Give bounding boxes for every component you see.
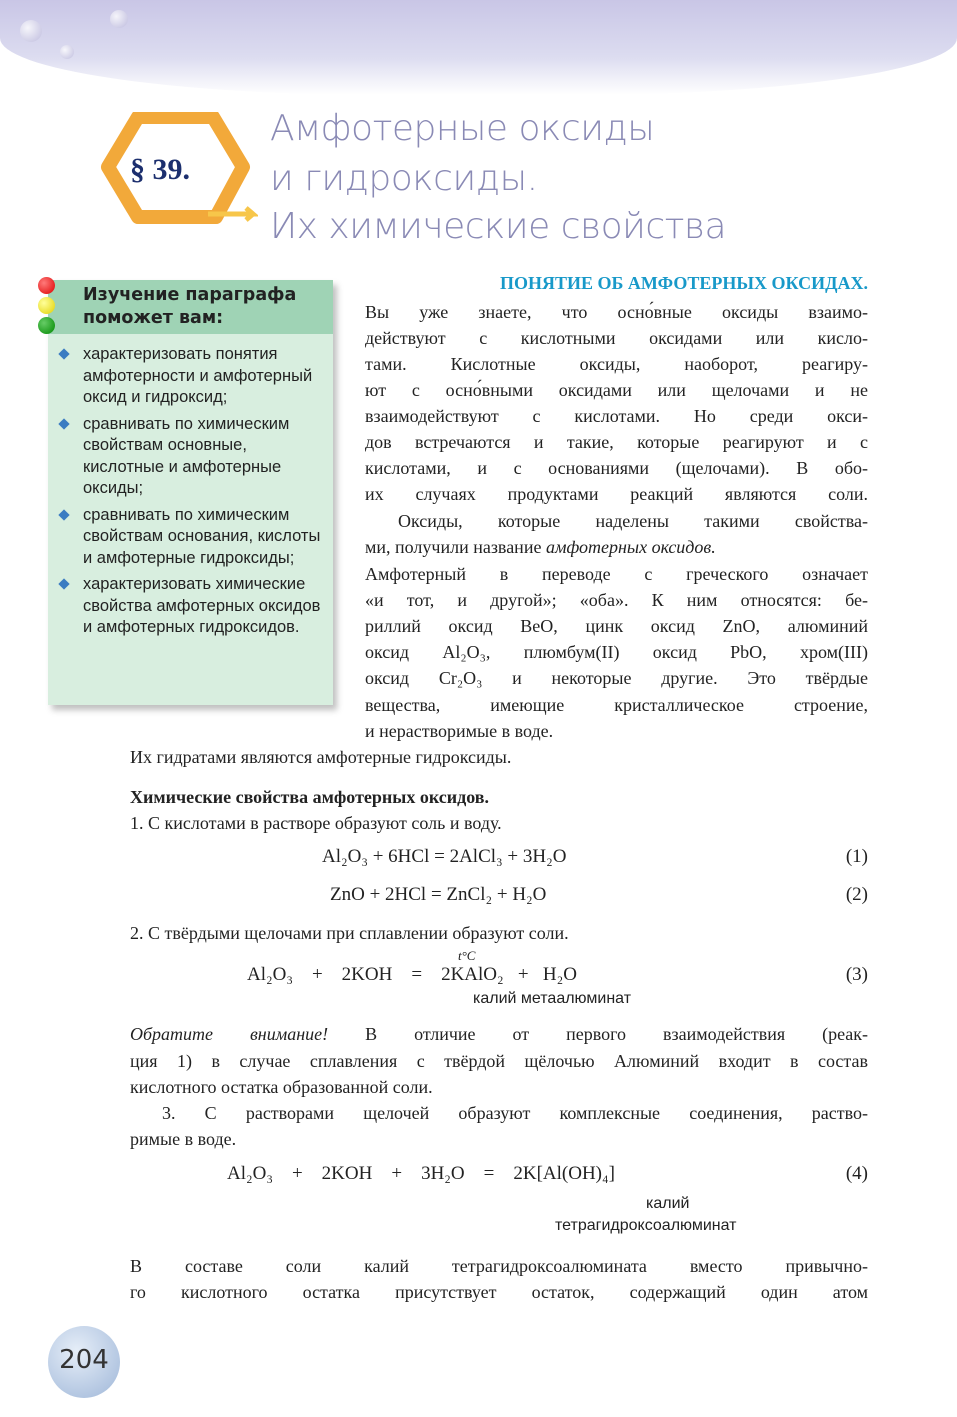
text-line: кислотного остатка образованной соли. — [130, 1077, 433, 1097]
equation-caption: калий — [646, 1195, 690, 1212]
goal-item: характеризовать химические свойства амфотерных оксидов и амфотерных гидроксидов. — [48, 574, 321, 639]
goal-item: сравнивать по химическим свойствам основания, кислоты и амфотерные гидроксиды; — [48, 505, 321, 570]
text-line: римые в воде. — [130, 1129, 237, 1149]
text-line — [365, 534, 716, 560]
section-title-line: Их химические свойства — [270, 206, 727, 247]
learning-goals-box — [48, 280, 333, 705]
yellow-dot-icon — [38, 297, 55, 314]
text-line: оксид Al₂O₃, плюмбум(II) оксид PbO, хром(III) — [365, 642, 868, 662]
text-line: Амфотерный в переводе с греческого означает — [365, 564, 868, 584]
equation-3: Al₂O₃ + 2KOH = 2KAlO₂ + H₂O — [247, 964, 577, 985]
page-number: 204 — [48, 1326, 120, 1398]
text-line: взаимодействуют с кислотами. Но среди окси- — [365, 406, 868, 426]
text-line: дов встречаются и такие, которые реагируют и с — [365, 432, 868, 452]
text-line: Вы уже знаете, что осно́вные оксиды взаимо- — [365, 302, 868, 322]
text-line: действуют с кислотными оксидами или кисло- — [365, 328, 868, 348]
text-line: тами. Кислотные оксиды, наоборот, реагиру- — [365, 354, 868, 374]
equation-number: (1) — [845, 846, 868, 867]
equation-number: (4) — [845, 1163, 868, 1184]
text-span: В отличие от первого взаимодействия (реак- — [365, 1024, 869, 1044]
text-line: кислотами, и с основаниями (щелочами). В обо- — [365, 458, 868, 478]
bubble-decoration — [20, 20, 42, 42]
equation-4: Al₂O₃ + 2KOH + 3H₂O = 2K[Al(OH)₄] — [227, 1163, 615, 1184]
bubble-decoration — [60, 45, 74, 59]
equation-number: (3) — [845, 964, 868, 985]
equation-2: ZnO + 2HCl = ZnCl₂ + H₂O — [330, 884, 547, 905]
text-line: 2. С твёрдыми щелочами при сплавлении образуют соли. — [130, 923, 569, 943]
note-label: Обратите внимание! — [130, 1024, 329, 1044]
text-line: оксид Cr₂O₃ и некоторые другие. Это твёрдые — [365, 668, 868, 688]
subsection-heading: ПОНЯТИЕ ОБ АМФОТЕРНЫХ ОКСИДАХ. — [499, 273, 868, 293]
text-line: их случаях продуктами реакций являются соли. — [365, 484, 868, 504]
text-line: В составе соли калий тетрагидроксоалюмината вместо привычно- — [130, 1256, 868, 1276]
text-line: «и тот, и другой»; «оба». К ним относятся: бе- — [365, 590, 868, 610]
text-span: ми, получили название — [365, 537, 542, 557]
text-line: и нерастворимые в воде. — [365, 721, 554, 741]
text-line: 1. С кислотами в растворе образуют соль и воду. — [130, 813, 502, 833]
properties-heading: Химические свойства амфотерных оксидов. — [130, 787, 489, 807]
text-line: риллий оксид BeO, цинк оксид ZnO, алюминий — [365, 616, 868, 636]
goal-item: характеризовать понятия амфотерности и амфотерный оксид и гидроксид; — [48, 344, 321, 409]
red-dot-icon — [38, 277, 55, 294]
text-line: ют с осно́вными оксидами или щелочами и не — [365, 380, 868, 400]
section-title-line: Амфотерные оксиды — [270, 108, 655, 149]
italic-term: амфотерных оксидов. — [545, 537, 716, 557]
text-line — [130, 1021, 868, 1047]
equation-1: Al₂O₃ + 6HCl = 2AlCl₃ + 3H₂O — [322, 846, 567, 867]
green-dot-icon — [38, 317, 55, 334]
section-title-line: и гидроксиды. — [270, 158, 538, 199]
text-line: вещества, имеющие кристаллическое строение, — [365, 695, 868, 715]
text-line: Оксиды, которые наделены такими свойства- — [398, 511, 868, 531]
equation-caption: калий метаалюминат — [473, 990, 632, 1007]
goal-item: сравнивать по химическим свойствам основные, кислотные и амфотерные оксиды; — [48, 414, 321, 500]
text-line: го кислотного остатка присутствует остаток, содержащий один атом — [130, 1282, 868, 1302]
equation-caption: тетрагидроксоалюминат — [555, 1217, 737, 1234]
goals-heading-line: поможет вам: — [83, 308, 224, 328]
text-line: 3. С растворами щелочей образуют комплексные соединения, раство- — [162, 1103, 868, 1123]
text-line: ция 1) в случае сплавления с твёрдой щёлочью Алюминий входит в состав — [130, 1051, 868, 1071]
equation-number: (2) — [845, 884, 868, 905]
goals-heading — [48, 280, 333, 334]
bubble-decoration — [110, 10, 128, 28]
text-line: Их гидратами являются амфотерные гидроксиды. — [130, 747, 512, 767]
section-number: § 39. — [130, 153, 190, 186]
goals-heading-line: Изучение параграфа — [83, 285, 297, 305]
header-banner — [0, 0, 957, 95]
condition-label: t°C — [458, 948, 476, 963]
